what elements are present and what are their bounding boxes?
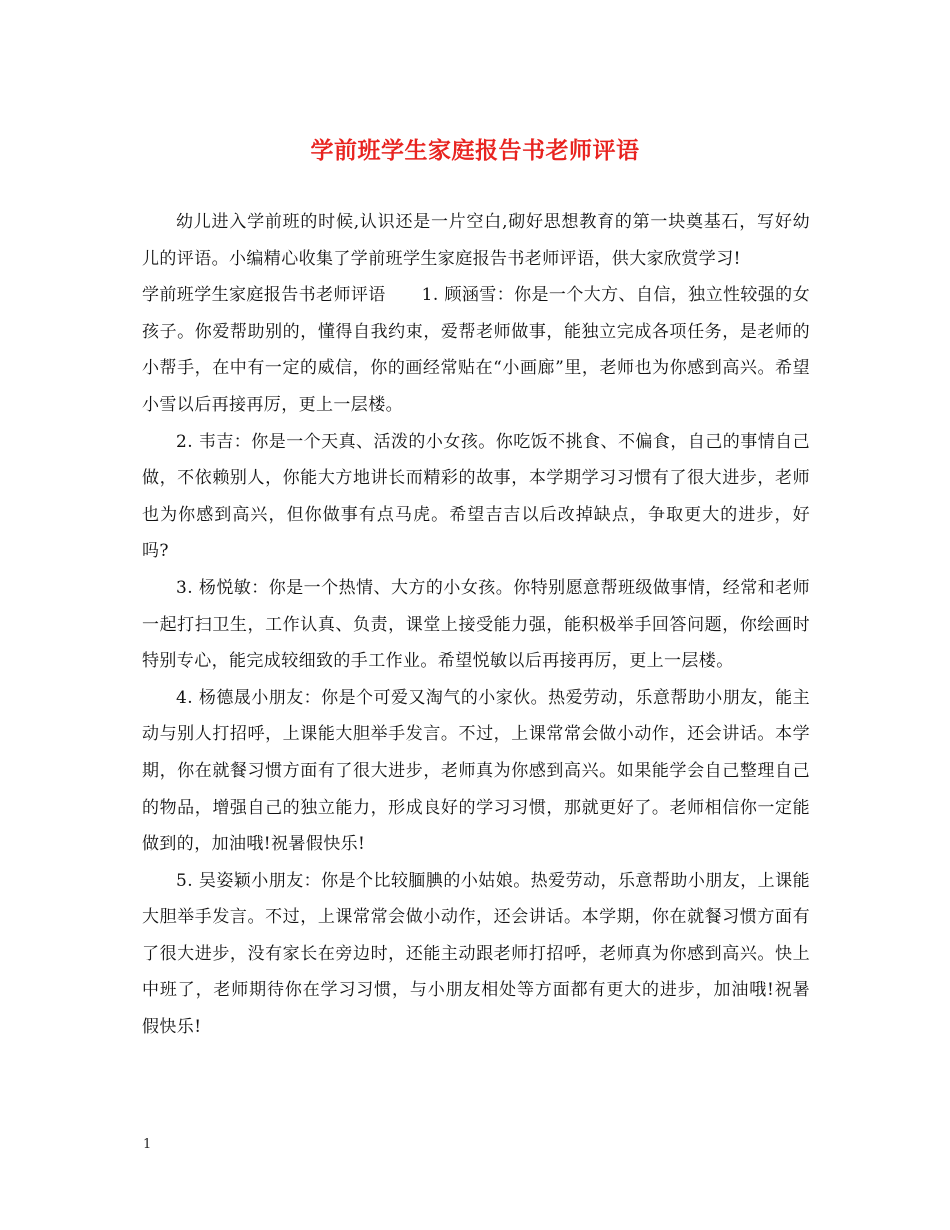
comment-item-1 (142, 277, 810, 423)
section-heading: 学前班学生家庭报告书老师评语 (142, 285, 386, 306)
document-body (142, 204, 810, 1046)
comment-item-4: 4. 杨德晟小朋友：你是个可爱又淘气的小家伙。热爱劳动，乐意帮助小朋友，能主动与别人打招呼，上课能大胆举手发言。不过，上课常常会做小动作，还会讲话。本学期，你在就餐习惯方面有了很大进步，老师真为你感到高兴。如果能学会自己整理自己的物品，增强自己的独立能力，形成良好的学习习惯，那就更好了。老师相信你一定能做到的，加油哦!祝暑假快乐! (142, 687, 810, 855)
comment-item-2: 2. 韦吉：你是一个天真、活泼的小女孩。你吃饭不挑食、不偏食，自己的事情自己做，不依赖别人，你能大方地讲长而精彩的故事，本学期学习习惯有了很大进步，老师也为你感到高兴，但你做事有点马虎。希望吉吉以后改掉缺点，争取更大的进步，好吗? (142, 431, 810, 562)
comment-item-5: 5. 吴姿颖小朋友：你是个比较腼腆的小姑娘。热爱劳动，乐意帮助小朋友，上课能大胆举手发言。不过，上课常常会做小动作，还会讲话。本学期，你在就餐习惯方面有了很大进步，没有家长在旁边时，还能主动跟老师打招呼，老师真为你感到高兴。快上中班了，老师期待你在学习习惯，与小朋友相处等方面都有更大的进步，加油哦!祝暑假快乐! (142, 870, 810, 1038)
intro-paragraph: 幼儿进入学前班的时候,认识还是一片空白,砌好思想教育的第一块奠基石，写好幼儿的评语。小编精心收集了学前班学生家庭报告书老师评语，供大家欣赏学习! (142, 212, 810, 269)
comment-item-1-text: 1. 顾涵雪：你是一个大方、自信，独立性较强的女孩子。你爱帮助别的，懂得自我约束，爱帮老师做事，能独立完成各项任务，是老师的小帮手，在中有一定的威信，你的画经常贴在“小画廊”里，老师也为你感到高兴。希望小雪以后再接再厉，更上一层楼。 (142, 285, 810, 415)
page-number: 1 (143, 1137, 152, 1152)
document-title: 学前班学生家庭报告书老师评语 (310, 137, 640, 164)
comment-item-3: 3. 杨悦敏：你是一个热情、大方的小女孩。你特别愿意帮班级做事情，经常和老师一起打扫卫生，工作认真、负责，课堂上接受能力强，能积极举手回答问题，你绘画时特别专心，能完成较细致的手工作业。希望悦敏以后再接再厉，更上一层楼。 (142, 577, 810, 672)
